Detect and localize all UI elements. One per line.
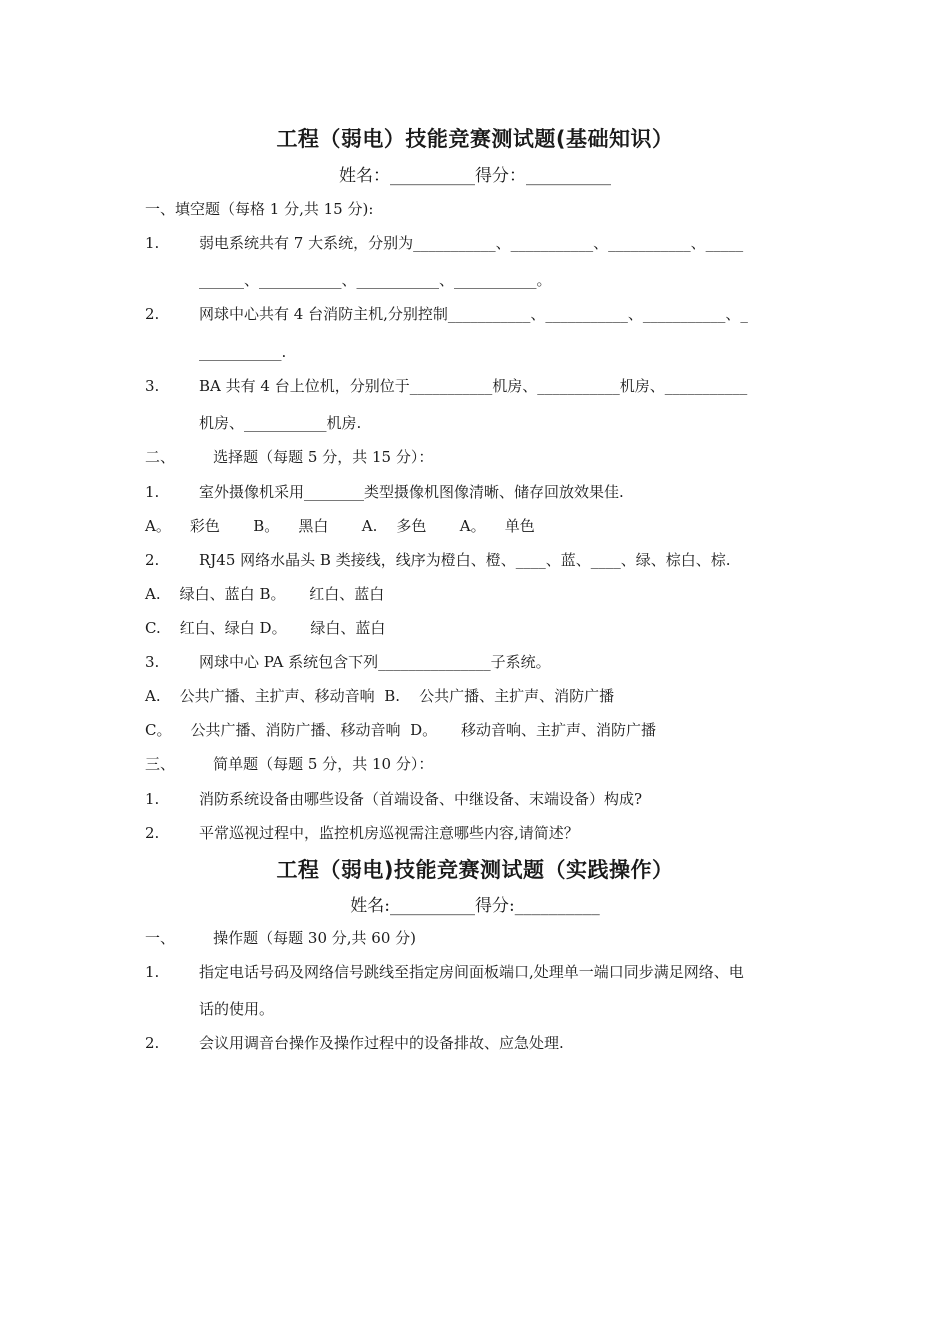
part1-title: 工程（弱电）技能竞赛测试题(基础知识） <box>276 127 674 151</box>
section1-heading: 一、填空题（每格 1 分,共 15 分): <box>145 200 374 218</box>
s3-q1-text: 消防系统设备由哪些设备（首端设备、中继设备、末端设备）构成? <box>199 790 643 808</box>
section3-heading: 三、 简单题（每题 5 分，共 10 分）： <box>145 755 434 773</box>
s2-q3-number: 3. <box>145 653 160 671</box>
s2-q3-text: 网球中心 PA 系统包含下列_______________子系统。 <box>199 653 551 671</box>
part1-name-score: 姓名：__________得分：__________ <box>339 166 611 186</box>
s2-q1-options: A。 彩色 B。 黑白 A. 多色 A。 单色 <box>145 517 535 535</box>
part2-name-score: 姓名:__________得分:__________ <box>350 896 600 916</box>
s2-q2-text: RJ45 网络水晶头 B 类接线，线序为橙白、橙、____、蓝、____、绿、棕白、棕. <box>199 551 731 569</box>
s2-q2-options-cd: C. 红白、绿白 D。 绿白、蓝白 <box>145 619 386 637</box>
p2-q1-number: 1. <box>145 963 160 981</box>
s2-q2-options-ab: A. 绿白、蓝白 B。 红白、蓝白 <box>145 585 385 603</box>
s2-q3-options-cd: C。 公共广播、消防广播、移动音响 D。 移动音响、主扩声、消防广播 <box>145 721 656 739</box>
s1-q1-line2: ______、___________、___________、___________。 <box>199 271 552 289</box>
s2-q3-options-ab: A. 公共广播、主扩声、移动音响 B. 公共广播、主扩声、消防广播 <box>145 687 615 705</box>
s2-q1-number: 1. <box>145 483 160 501</box>
s1-q2-line1: 网球中心共有 4 台消防主机,分别控制___________、___________、___________、_ <box>199 305 748 323</box>
s3-q2-number: 2. <box>145 824 160 842</box>
part2-section1-heading: 一、 操作题（每题 30 分,共 60 分) <box>145 929 417 947</box>
s1-q1-number: 1. <box>145 234 160 252</box>
s2-q2-number: 2. <box>145 551 160 569</box>
s3-q2-text: 平常巡视过程中，监控机房巡视需注意哪些内容,请简述？ <box>199 824 579 842</box>
s1-q3-line1: BA 共有 4 台上位机，分别位于___________机房、___________机房、___________ <box>199 377 748 395</box>
section2-heading: 二、 选择题（每题 5 分，共 15 分）： <box>145 448 434 466</box>
p2-q1-line1: 指定电话号码及网络信号跳线至指定房间面板端口,处理单一端口同步满足网络、电 <box>199 963 744 981</box>
s1-q2-number: 2. <box>145 305 160 323</box>
p2-q2-text: 会议用调音台操作及操作过程中的设备排故、应急处理. <box>199 1034 564 1052</box>
s1-q3-number: 3. <box>145 377 160 395</box>
part2-title: 工程（弱电)技能竞赛测试题（实践操作） <box>276 858 674 882</box>
p2-q2-number: 2. <box>145 1034 160 1052</box>
s2-q1-text: 室外摄像机采用________类型摄像机图像清晰、储存回放效果佳. <box>199 483 624 501</box>
s3-q1-number: 1. <box>145 790 160 808</box>
p2-q1-line2: 话的使用。 <box>199 1000 275 1018</box>
s1-q3-line2: 机房、___________机房. <box>199 414 362 432</box>
s1-q1-line1: 弱电系统共有 7 大系统，分别为___________、___________、___________、_____ <box>199 234 744 252</box>
s1-q2-line2: ___________. <box>199 343 287 361</box>
